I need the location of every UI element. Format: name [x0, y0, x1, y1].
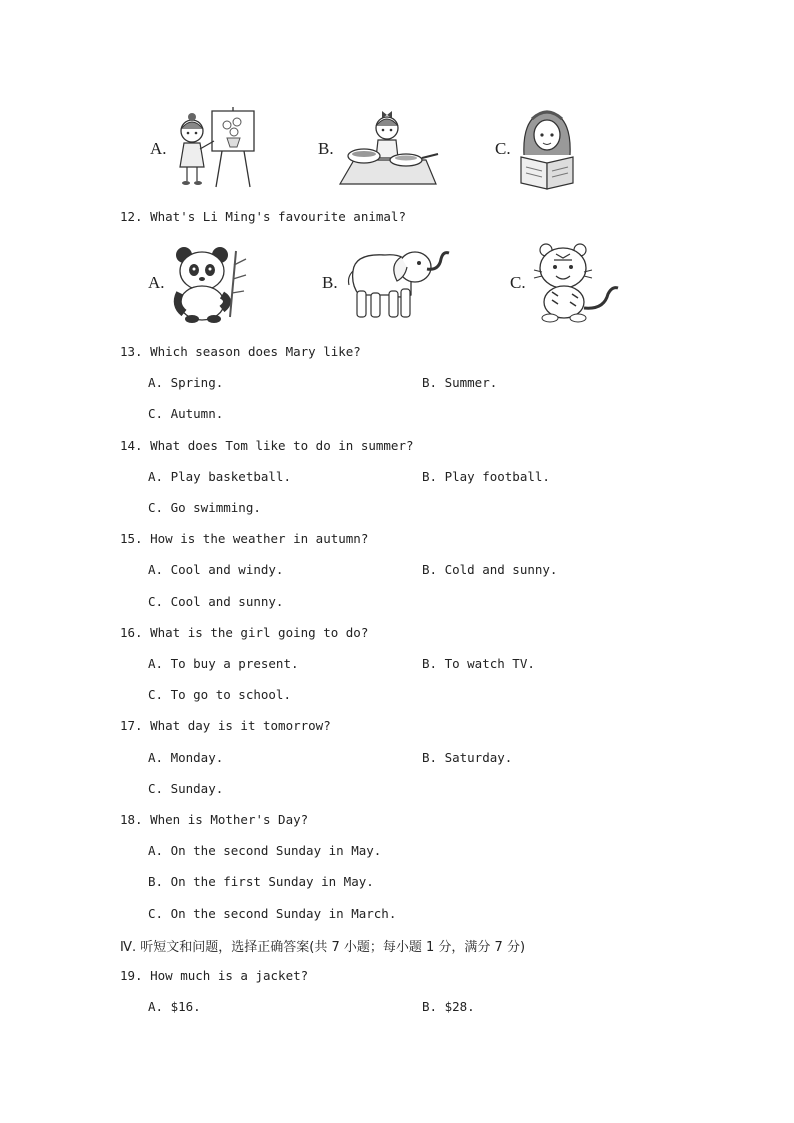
question-stem	[120, 812, 308, 827]
question-text: What is the girl going to do?	[150, 625, 369, 640]
option-b: B. To watch TV.	[422, 656, 535, 671]
question-stem	[120, 344, 361, 359]
q11-option-c-reading-girl-image	[518, 105, 576, 191]
question-stem	[120, 718, 331, 733]
question-text: How is the weather in autumn?	[150, 531, 369, 546]
q11-option-b-cooking-girl-image	[338, 108, 440, 186]
option-a: A. To buy a present.	[148, 656, 299, 671]
q19-option-b: B. $28.	[422, 999, 475, 1014]
q12-stem	[120, 209, 406, 224]
option-a: A. Monday.	[148, 750, 224, 765]
question-stem	[120, 438, 414, 453]
question-text: What does Tom like to do in summer?	[150, 438, 414, 453]
q19-stem	[120, 968, 308, 983]
option-b: B. Saturday.	[422, 750, 513, 765]
section-4-heading: Ⅳ. 听短文和问题，选择正确答案(共 7 小题；每小题 1 分，满分 7 分)	[120, 940, 526, 955]
option-a: A. On the second Sunday in May.	[148, 843, 382, 858]
question-number: 13.	[120, 344, 143, 359]
q12-option-c-letter: C.	[510, 273, 526, 292]
q12-number: 12.	[120, 209, 143, 224]
question-number: 15.	[120, 531, 143, 546]
option-b: B. Play football.	[422, 469, 550, 484]
question-text: What day is it tomorrow?	[150, 718, 331, 733]
question-text: When is Mother's Day?	[150, 812, 309, 827]
option-a: A. Play basketball.	[148, 469, 291, 484]
q11-option-c-letter: C.	[495, 139, 511, 158]
option-a: A. Cool and windy.	[148, 562, 284, 577]
question-stem	[120, 531, 368, 546]
q19-text: How much is a jacket?	[150, 968, 309, 983]
option-c: C. Autumn.	[148, 406, 224, 421]
q12-text: What's Li Ming's favourite animal?	[150, 209, 406, 224]
option-b: B. Summer.	[422, 375, 498, 390]
option-c: C. Sunday.	[148, 781, 224, 796]
option-c: C. On the second Sunday in March.	[148, 906, 397, 921]
option-b: B. On the first Sunday in May.	[148, 874, 374, 889]
option-b: B. Cold and sunny.	[422, 562, 558, 577]
question-number: 16.	[120, 625, 143, 640]
q11-option-a-letter: A.	[150, 139, 167, 158]
option-c: C. Cool and sunny.	[148, 594, 284, 609]
q12-option-b-letter: B.	[322, 273, 338, 292]
question-number: 18.	[120, 812, 143, 827]
q12-option-a-panda-image	[170, 243, 250, 323]
question-number: 14.	[120, 438, 143, 453]
q12-option-a-letter: A.	[148, 273, 165, 292]
q19-number: 19.	[120, 968, 143, 983]
option-c: C. Go swimming.	[148, 500, 261, 515]
question-stem	[120, 625, 368, 640]
q12-option-c-tiger-image	[532, 240, 620, 324]
q11-option-b-letter: B.	[318, 139, 334, 158]
q12-option-b-elephant-image	[345, 245, 450, 323]
option-c: C. To go to school.	[148, 687, 291, 702]
question-number: 17.	[120, 718, 143, 733]
question-text: Which season does Mary like?	[150, 344, 361, 359]
option-a: A. Spring.	[148, 375, 224, 390]
q11-option-a-painting-girl-image	[172, 105, 262, 190]
q19-option-a: A. $16.	[148, 999, 201, 1014]
